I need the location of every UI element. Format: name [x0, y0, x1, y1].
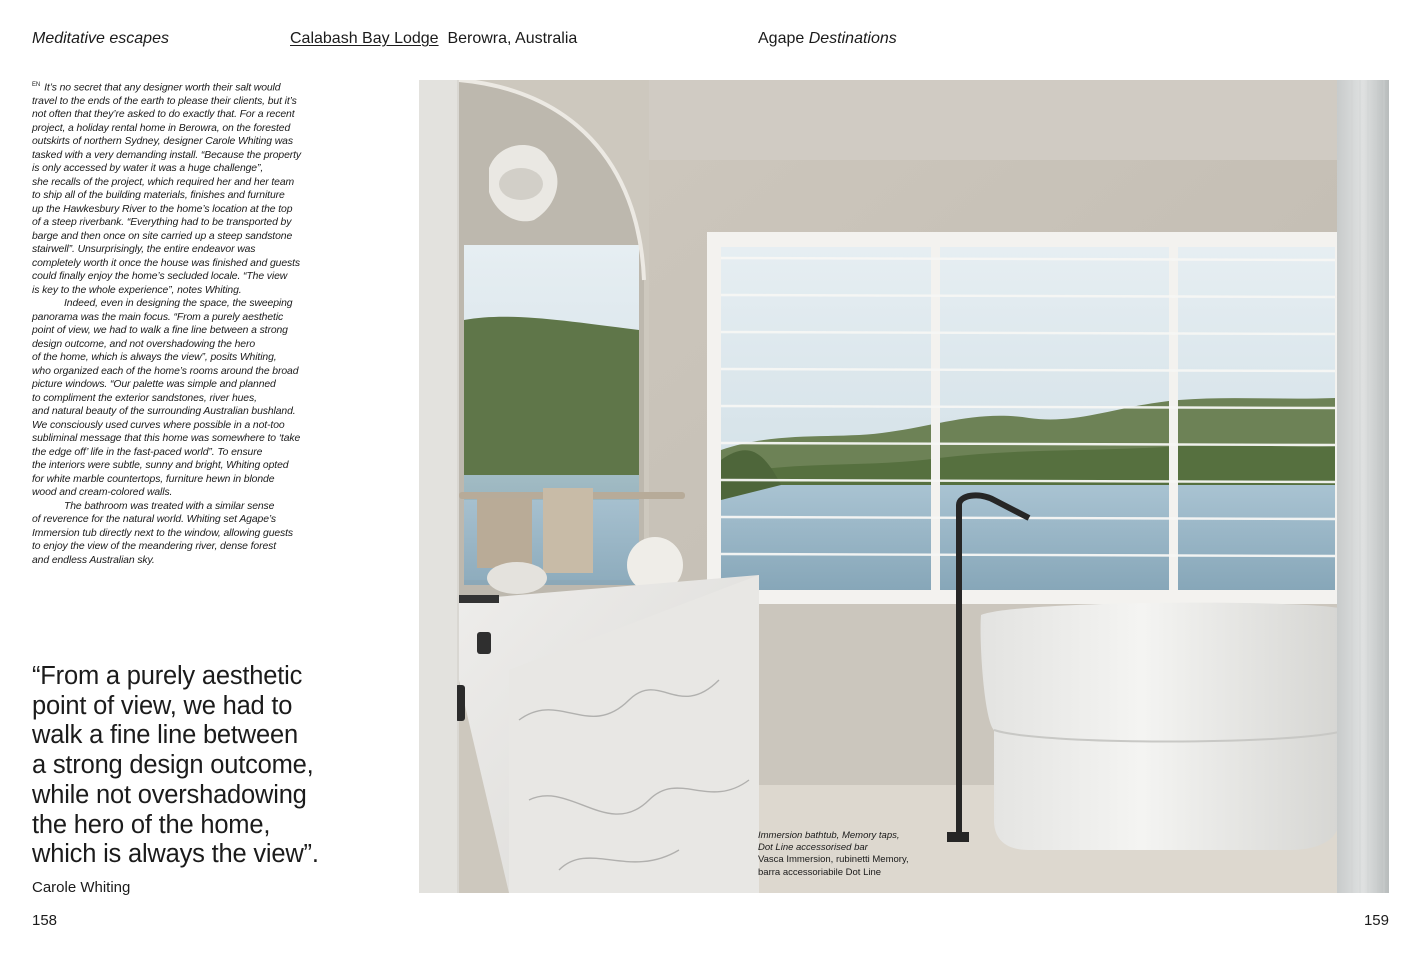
- paragraph-2-line: Indeed, even in designing the space, the sweeping: [64, 298, 293, 310]
- pull-quote-line: point of view, we had to: [32, 691, 293, 720]
- paragraph-2-line: We consciously used curves where possible in a not-too: [32, 419, 285, 431]
- paragraph-1-line: she recalls of the project, which required her and her team: [32, 176, 295, 188]
- paragraph-2-line: of the home, which is always the view”, posits Whiting,: [32, 352, 277, 364]
- pull-quote-line: while not overshadowing: [32, 780, 307, 809]
- paragraph-1-line: is only accessed by water it was a huge challenge”,: [32, 163, 264, 175]
- brand-name: Agape: [758, 30, 805, 47]
- photo-caption: [758, 830, 909, 879]
- paragraph-2-line: design outcome, and not overshadowing the hero: [32, 338, 255, 350]
- paragraph-1-text: [32, 82, 301, 296]
- paragraph-2-line: who organized each of the home’s rooms around the broad: [32, 365, 299, 377]
- caption-en-line-1: Immersion bathtub, Memory taps,: [758, 830, 900, 841]
- paragraph-2-line: and natural beauty of the surrounding Australian bushland.: [32, 406, 296, 418]
- paragraph-1-line: not often that they’re asked to do exactly that. For a recent: [32, 109, 295, 121]
- article-body: [32, 79, 352, 567]
- quote-author: Carole Whiting: [32, 879, 131, 896]
- pull-quote-line: walk a fine line between: [32, 721, 298, 750]
- paragraph-3: [32, 500, 352, 568]
- paragraph-1-line: project, a holiday rental home in Berowra, on the forested: [32, 122, 291, 134]
- property-name: Calabash Bay Lodge: [290, 30, 439, 47]
- paragraph-1-line: up the Hawkesbury River to the home’s location at the top: [32, 203, 293, 215]
- paragraph-2: [32, 297, 352, 500]
- language-tag: EN: [32, 82, 41, 88]
- paragraph-3-line: of reverence for the natural world. Whiting set Agape’s: [32, 514, 277, 526]
- pull-quote-line: the hero of the home,: [32, 810, 271, 839]
- series-name: Destinations: [808, 30, 897, 47]
- paragraph-2-line: the interiors were subtle, sunny and bright, Whiting opted: [32, 460, 289, 472]
- paragraph-2-line: for white marble countertops, furniture hewn in blonde: [32, 473, 275, 485]
- publication-header: [758, 29, 897, 49]
- paragraph-1-line: of a steep riverbank. “Everything had to be transported by: [32, 217, 292, 229]
- paragraph-3-line: Immersion tub directly next to the window, allowing guests: [32, 527, 294, 539]
- paragraph-2-line: the edge off’ life in the fast-paced world”. To ensure: [32, 446, 263, 458]
- pull-quote-line: a strong design outcome,: [32, 751, 314, 780]
- paragraph-2-line: to compliment the exterior sandstones, river hues,: [32, 392, 257, 404]
- section-title: Meditative escapes: [32, 30, 169, 47]
- paragraph-1-line: completely worth it once the house was finished and guests: [32, 257, 300, 269]
- paragraph-1-line: outskirts of northern Sydney, designer Carole Whiting was: [32, 136, 293, 148]
- paragraph-1-line: tasked with a very demanding install. “Because the property: [32, 149, 302, 161]
- paragraph-2-text: [32, 298, 300, 498]
- caption-it-line-2: barra accessoriabile Dot Line: [758, 866, 882, 878]
- paragraph-3-line: and endless Australian sky.: [32, 554, 155, 566]
- bathroom-photo: [419, 80, 1389, 893]
- paragraph-1-line: It’s no secret that any designer worth their salt would: [44, 82, 281, 94]
- paragraph-1-line: barge and then once on site carried up a steep sandstone: [32, 230, 293, 242]
- paragraph-2-line: subliminal message that this home was somewhere to ‘take: [32, 433, 301, 445]
- property-location: Berowra, Australia: [447, 30, 578, 47]
- paragraph-1-line: travel to the ends of the earth to please their clients, but it’s: [32, 95, 297, 107]
- pull-quote-line: which is always the view”.: [32, 840, 319, 869]
- paragraph-2-line: picture windows. “Our palette was simple and planned: [32, 379, 276, 391]
- paragraph-3-line: The bathroom was treated with a similar sense: [64, 500, 275, 512]
- paragraph-1: [32, 79, 352, 297]
- pull-quote: [32, 662, 402, 870]
- paragraph-1-line: could finally enjoy the home’s secluded locale. “The view: [32, 271, 288, 283]
- paragraph-1-line: stairwell”. Unsurprisingly, the entire endeavor was: [32, 244, 256, 256]
- paragraph-3-line: to enjoy the view of the meandering river, dense forest: [32, 541, 277, 553]
- paragraph-2-line: point of view, we had to walk a fine line between a strong: [32, 325, 288, 337]
- paragraph-1-line: is key to the whole experience”, notes Whiting.: [32, 284, 242, 296]
- caption-it-line-1: Vasca Immersion, rubinetti Memory,: [758, 854, 909, 866]
- page-number-right: 159: [1363, 912, 1389, 929]
- property-header: [290, 29, 577, 49]
- paragraph-3-text: [32, 501, 293, 566]
- paragraph-2-line: panorama was the main focus. “From a purely aesthetic: [32, 311, 284, 323]
- pull-quote-line: “From a purely aesthetic: [32, 662, 303, 690]
- paragraph-2-line: wood and cream-colored walls.: [32, 487, 173, 499]
- caption-en-line-2: Dot Line accessorised bar: [758, 842, 868, 854]
- page-number-left: 158: [32, 912, 58, 929]
- paragraph-1-line: to ship all of the building materials, finishes and furniture: [32, 190, 285, 202]
